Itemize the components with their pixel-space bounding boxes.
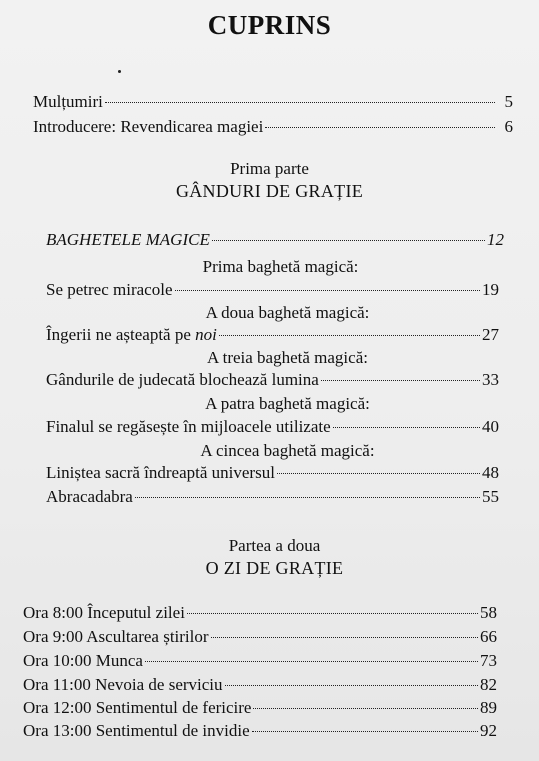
- toc-entry-page: 40: [482, 417, 499, 436]
- dot-leader: [175, 290, 481, 291]
- toc-entry-hour-5[interactable]: [23, 698, 497, 718]
- part2-label: Partea a doua: [228, 536, 321, 555]
- toc-entry-page: 48: [482, 463, 499, 482]
- toc-entry-label: Finalul se regăsește în mijloacele utilizate: [46, 417, 331, 436]
- toc-entry-abracadabra[interactable]: [46, 487, 499, 507]
- toc-entry-hour-2[interactable]: [23, 627, 497, 647]
- toc-entry-wand-1[interactable]: [46, 280, 499, 300]
- toc-entry-page: 33: [482, 370, 499, 389]
- dot-leader: [253, 708, 478, 709]
- toc-entry-label: [46, 325, 217, 345]
- dot-leader: [219, 335, 480, 336]
- toc-entry-front-1[interactable]: [33, 92, 513, 112]
- toc-entry-wand-3[interactable]: [46, 370, 499, 390]
- toc-entry-hour-1[interactable]: [23, 603, 497, 623]
- dot-leader: [145, 661, 478, 662]
- toc-entry-wand-2[interactable]: [46, 325, 499, 345]
- dot-leader: [252, 731, 478, 732]
- toc-entry-page: 82: [480, 675, 497, 694]
- part1-heading: GÂNDURI DE GRAȚIE: [175, 181, 364, 201]
- toc-entry-label: Ora 12:00 Sentimentul de fericire: [23, 698, 252, 717]
- dot-leader: [321, 380, 480, 381]
- toc-entry-label: Abracadabra: [46, 487, 133, 506]
- dot-leader: [187, 613, 478, 614]
- toc-entry-label: Mulțumiri: [33, 92, 103, 111]
- wand-subtitle-1: Prima baghetă magică:: [202, 257, 359, 276]
- toc-entry-label: Se petrec miracole: [46, 280, 173, 299]
- toc-entry-label: Ora 9:00 Ascultarea știrilor: [23, 627, 209, 646]
- toc-entry-hour-6[interactable]: [23, 721, 497, 741]
- wand-subtitle-5: A cincea baghetă magică:: [200, 441, 375, 460]
- page-title: CUPRINS: [207, 10, 332, 40]
- dot-leader: [211, 637, 478, 638]
- dot-leader: [105, 102, 495, 103]
- toc-entry-label: Ora 8:00 Începutul zilei: [23, 603, 185, 622]
- toc-entry-page: 27: [482, 325, 499, 344]
- toc-entry-label: Gândurile de judecată blochează lumina: [46, 370, 319, 389]
- toc-entry-wand-5[interactable]: [46, 463, 499, 483]
- toc-entry-page: 66: [480, 627, 497, 646]
- toc-entry-page: 5: [504, 92, 513, 111]
- wand-subtitle-2: A doua baghetă magică:: [205, 303, 370, 322]
- dot-leader: [265, 127, 495, 128]
- toc-entry-page: 12: [487, 230, 504, 249]
- toc-entry-label: Introducere: Revendicarea magiei: [33, 117, 264, 136]
- toc-entry-page: 92: [480, 721, 497, 740]
- dot-leader: [135, 497, 480, 498]
- dot-leader: [212, 240, 485, 241]
- toc-entry-page: 19: [482, 280, 499, 299]
- dot-leader: [333, 427, 480, 428]
- part1-label: Prima parte: [230, 159, 309, 178]
- toc-entry-main[interactable]: [46, 230, 504, 250]
- wand-subtitle-4: A patra baghetă magică:: [205, 394, 370, 413]
- toc-entry-label: Ora 10:00 Munca: [23, 651, 143, 670]
- toc-entry-front-2[interactable]: [33, 117, 513, 137]
- toc-entry-page: 55: [482, 487, 499, 506]
- toc-entry-page: 6: [504, 117, 513, 136]
- toc-entry-page: 58: [480, 603, 497, 622]
- toc-entry-page: 89: [480, 698, 497, 717]
- toc-entry-hour-4[interactable]: [23, 675, 497, 695]
- toc-entry-label: Ora 13:00 Sentimentul de invidie: [23, 721, 250, 740]
- wand-subtitle-3: A treia baghetă magică:: [207, 348, 368, 367]
- dot-leader: [277, 473, 480, 474]
- toc-entry-label-main: Îngerii ne așteaptă pe: [46, 325, 196, 344]
- toc-entry-label-emphasis: noi: [195, 325, 217, 344]
- dot-leader: [225, 685, 478, 686]
- toc-entry-label: Liniștea sacră îndreaptă universul: [46, 463, 275, 482]
- toc-entry-wand-4[interactable]: [46, 417, 499, 437]
- ink-speck: [118, 70, 121, 73]
- part2-heading: O ZI DE GRAȚIE: [205, 558, 344, 578]
- toc-entry-page: 73: [480, 651, 497, 670]
- toc-entry-hour-3[interactable]: [23, 651, 497, 671]
- toc-entry-label: BAGHETELE MAGICE: [46, 230, 210, 249]
- toc-entry-label: Ora 11:00 Nevoia de serviciu: [23, 675, 223, 694]
